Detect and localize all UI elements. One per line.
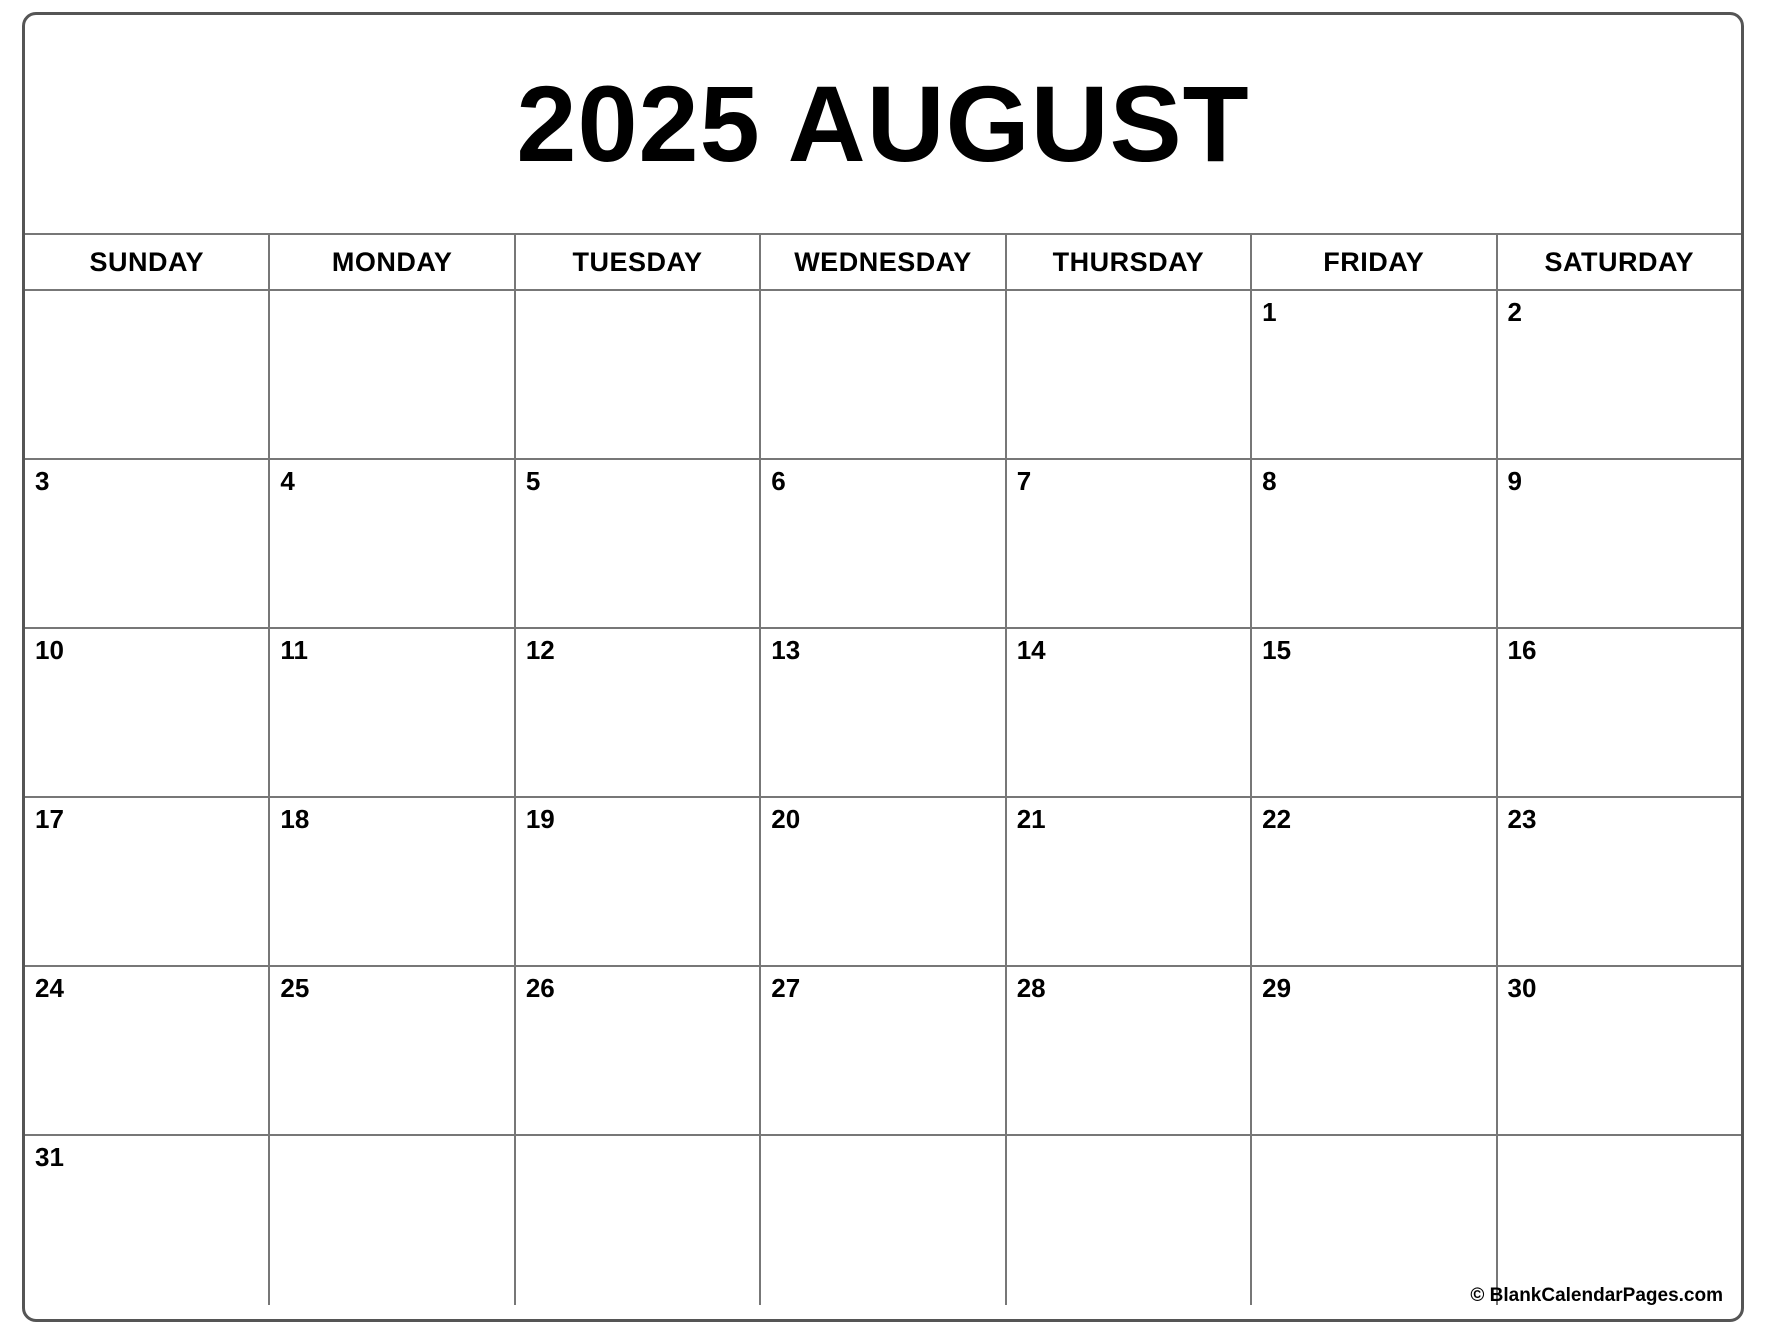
day-cell[interactable] xyxy=(761,291,1006,458)
day-cell[interactable] xyxy=(25,967,270,1134)
day-cell[interactable] xyxy=(761,1136,1006,1305)
day-cell[interactable] xyxy=(25,629,270,796)
weekday-header-sunday: SUNDAY xyxy=(25,235,270,289)
day-number: 5 xyxy=(525,466,541,496)
day-cell[interactable] xyxy=(516,798,761,965)
day-number: 27 xyxy=(771,973,801,1003)
day-cell[interactable] xyxy=(761,460,1006,627)
day-cell[interactable] xyxy=(25,460,270,627)
day-number: 13 xyxy=(771,635,801,665)
day-cell[interactable] xyxy=(1007,629,1252,796)
day-number: 31 xyxy=(35,1142,64,1172)
day-cell[interactable] xyxy=(1498,629,1741,796)
calendar-grid xyxy=(25,291,1741,1305)
day-cell[interactable] xyxy=(761,967,1006,1134)
day-cell[interactable] xyxy=(761,629,1006,796)
day-number: 21 xyxy=(1016,804,1046,834)
day-cell[interactable] xyxy=(1498,291,1741,458)
day-number: 1 xyxy=(1262,297,1277,327)
day-cell[interactable] xyxy=(1252,460,1497,627)
day-number: 28 xyxy=(1016,973,1046,1003)
day-cell[interactable] xyxy=(516,629,761,796)
day-cell[interactable] xyxy=(270,1136,515,1305)
day-cell[interactable] xyxy=(516,291,761,458)
day-cell[interactable] xyxy=(1252,291,1497,458)
day-cell[interactable] xyxy=(1498,1136,1741,1305)
day-number: 29 xyxy=(1262,973,1292,1003)
site-credit: © BlankCalendarPages.com xyxy=(1470,1285,1723,1306)
calendar-week-row xyxy=(25,460,1741,629)
weekday-header-saturday: SATURDAY xyxy=(1544,246,1694,277)
day-cell[interactable] xyxy=(1252,798,1497,965)
day-number: 4 xyxy=(280,466,295,496)
day-number: 24 xyxy=(35,973,64,1003)
day-number: 12 xyxy=(525,635,555,665)
day-cell[interactable] xyxy=(1007,798,1252,965)
day-cell[interactable] xyxy=(516,460,761,627)
day-cell[interactable] xyxy=(1007,967,1252,1134)
day-cell[interactable] xyxy=(25,798,270,965)
day-number: 8 xyxy=(1262,466,1277,496)
day-number: 26 xyxy=(525,973,555,1003)
calendar-title-bar xyxy=(25,15,1741,233)
day-cell[interactable] xyxy=(270,967,515,1134)
calendar-week-row xyxy=(25,629,1741,798)
day-number: 3 xyxy=(35,466,50,496)
day-cell[interactable] xyxy=(270,798,515,965)
day-number: 9 xyxy=(1507,466,1522,496)
day-number: 23 xyxy=(1507,804,1537,834)
weekday-header-tuesday: TUESDAY xyxy=(516,235,761,289)
day-number: 20 xyxy=(771,804,801,834)
calendar-week-row xyxy=(25,1136,1741,1305)
day-cell[interactable] xyxy=(1252,967,1497,1134)
day-number: 6 xyxy=(771,466,786,496)
day-cell[interactable] xyxy=(761,798,1006,965)
day-number: 30 xyxy=(1507,973,1537,1003)
day-cell[interactable] xyxy=(270,291,515,458)
day-number: 19 xyxy=(525,804,555,834)
day-number: 2 xyxy=(1507,297,1522,327)
weekday-header-thursday: THURSDAY xyxy=(1007,235,1252,289)
day-cell[interactable] xyxy=(25,291,270,458)
weekday-header-monday: MONDAY xyxy=(270,235,515,289)
day-cell[interactable] xyxy=(1007,1136,1252,1305)
day-number: 18 xyxy=(280,804,310,834)
day-cell[interactable] xyxy=(1007,291,1252,458)
day-cell[interactable] xyxy=(1498,967,1741,1134)
day-number: 22 xyxy=(1262,804,1292,834)
page-title: 2025 AUGUST xyxy=(516,63,1250,184)
day-number: 16 xyxy=(1507,635,1537,665)
day-cell[interactable] xyxy=(1007,460,1252,627)
day-number: 14 xyxy=(1016,635,1046,665)
day-number: 10 xyxy=(35,635,64,665)
day-cell[interactable] xyxy=(270,460,515,627)
day-cell[interactable] xyxy=(1252,629,1497,796)
day-cell[interactable] xyxy=(516,967,761,1134)
day-number: 11 xyxy=(280,635,308,665)
weekday-header-wednesday: WEDNESDAY xyxy=(761,235,1006,289)
calendar-week-row xyxy=(25,967,1741,1136)
weekday-header-row xyxy=(25,233,1741,291)
calendar-week-row xyxy=(25,798,1741,967)
day-number: 7 xyxy=(1016,466,1032,496)
calendar-container xyxy=(22,12,1744,1322)
day-cell[interactable] xyxy=(25,1136,270,1305)
day-cell[interactable] xyxy=(1498,798,1741,965)
day-number: 15 xyxy=(1262,635,1292,665)
day-number: 17 xyxy=(35,804,64,834)
day-cell[interactable] xyxy=(1252,1136,1497,1305)
weekday-header-friday: FRIDAY xyxy=(1252,235,1497,289)
day-cell[interactable] xyxy=(270,629,515,796)
day-cell[interactable] xyxy=(1498,460,1741,627)
day-number: 25 xyxy=(280,973,310,1003)
day-cell[interactable] xyxy=(516,1136,761,1305)
calendar-week-row xyxy=(25,291,1741,460)
